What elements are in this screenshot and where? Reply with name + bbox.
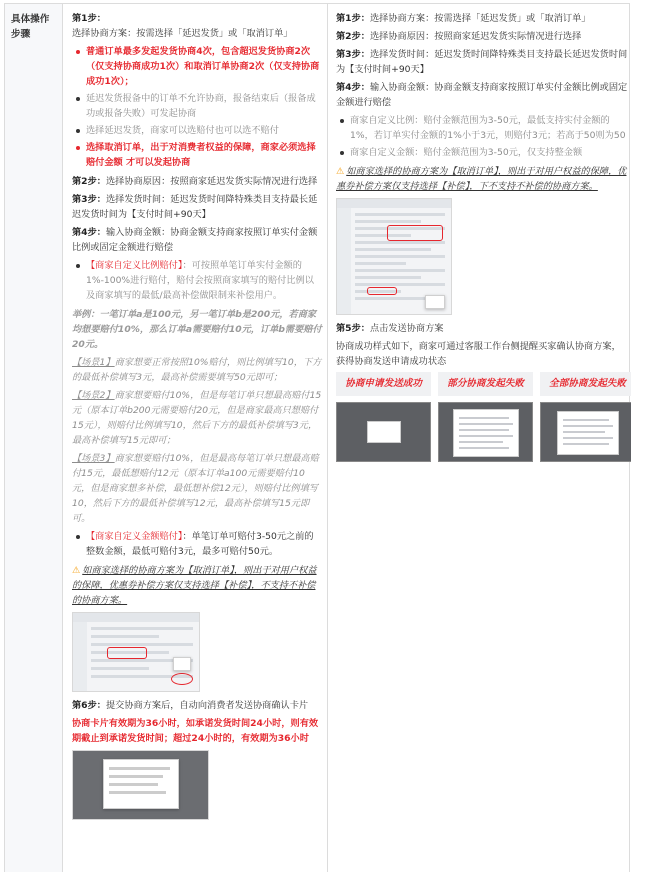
thumb-success: 协商申请发送成功 bbox=[336, 372, 431, 462]
steps-table bbox=[4, 3, 630, 872]
right-step4-list bbox=[336, 113, 628, 160]
left-amount-list bbox=[72, 529, 322, 559]
left-step4: 第4步：输入协商金额：协商金额支持商家按照订单实付金额比例或固定金额进行赔偿 bbox=[72, 227, 318, 253]
right-step2: 第2步：选择协商原因：按照商家延迟发货实际情况进行选择 bbox=[336, 31, 582, 42]
amount-form-screenshot bbox=[336, 198, 452, 315]
list-item: 选择取消订单，出于对消费者权益的保障，商家必须选择赔付金额 才可以发起协商 bbox=[72, 140, 322, 170]
scenario-3: 【场景3】商家想要赔付10%，但是最高每笔订单只想最高赔付15元，最低想赔付12元（原本订单a100元需要赔付10元，但是商家想多补偿，最低想补偿12元），则赔付比例填写10，然后下方的最低补偿填写12元，最高补偿填写15元即可。 bbox=[72, 453, 319, 524]
row-label: 具体操作步骤 bbox=[5, 4, 63, 872]
left-step4-list bbox=[72, 258, 322, 303]
right-warning: ⚠ 如商家选择的协商方案为【取消订单】，则出于对用户权益的保障，优惠券补偿方案仅支持选择【补偿】，下不支持不补偿的协商方案。 bbox=[336, 166, 627, 192]
amount-bullet: 【商家自定义金额赔付】：单笔订单可赔付3-50元之前的整数金额，最低可赔付3元，最多可赔付50元。 bbox=[72, 529, 322, 559]
list-item: 商家自定义金额：赔付金额范围为3-50元，仅支持整金额 bbox=[336, 145, 628, 160]
success-description: 协商成功样式如下，商家可通过客服工作台侧提醒买家确认协商方案，获得协商发送申请成功状态 bbox=[336, 341, 621, 367]
thumb-all-fail: 全部协商发起失败 bbox=[540, 372, 631, 462]
list-item: 选择延迟发货，商家可以选赔付也可以选不赔付 bbox=[72, 123, 322, 138]
left-step1-list bbox=[72, 44, 322, 170]
example-text: 举例：一笔订单a是100元，另一笔订单b是200元，若商家均想要赔付10%，那么订单a需要赔付10元，订单b需要赔付20元。 bbox=[72, 309, 322, 350]
warning-icon: ⚠ bbox=[72, 565, 81, 576]
list-item: 延迟发货报备中的订单不允许协商，报备结束后（报备成功或报备失败）可发起协商 bbox=[72, 91, 322, 121]
left-column bbox=[63, 4, 328, 872]
right-step3: 第3步：选择发货时间：延迟发货时间降特殊类目支持最长延迟发货时间为【支付时间+90天】 bbox=[336, 49, 628, 75]
confirmation-card-screenshot bbox=[72, 750, 209, 820]
list-item: 普通订单最多发起发货协商4次，包含超迟发货协商2次（仅支持协商成功1次）和取消订单协商2次（仅支持协商成功1次）； bbox=[72, 44, 322, 89]
left-step1: 第1步：选择协商方案：按需选择「延迟发货」或「取消订单」 bbox=[72, 13, 293, 39]
left-step2: 第2步：选择协商原因：按照商家延迟发货实际情况进行选择 bbox=[72, 176, 318, 187]
right-step1: 第1步：选择协商方案：按需选择「延迟发货」或「取消订单」 bbox=[336, 13, 591, 24]
right-column bbox=[328, 4, 631, 872]
left-step3: 第3步：选择发货时间：延迟发货时间降特殊类目支持最长延迟发货时间为【支付时间+90天】 bbox=[72, 194, 318, 220]
scenario-2: 【场景2】商家想要赔付10%，但是每笔订单只想最高赔付15元（原本订单b200元需要赔付20元，但是商家最高只想赔付15元），则赔付比例填写10，然后下方的最低补偿填写3元，最高补偿填写15元即可； bbox=[72, 390, 322, 446]
left-step6: 第6步：提交协商方案后，自动向消费者发送协商确认卡片 bbox=[72, 700, 309, 711]
ratio-bullet: 【商家自定义比例赔付】：可按照单笔订单实付金额的1%-100%进行赔付，赔付会按照商家填写的赔付比例以及商家填写的最低/最高补偿做限制来补偿用户。 bbox=[72, 258, 322, 303]
scenario-1: 【场景1】商家想要正常按照10%赔付，则比例填写10，下方的最低补偿填写3元，最高补偿需要填写50元即可； bbox=[72, 357, 322, 383]
warning-icon: ⚠ bbox=[336, 166, 345, 177]
thumb-partial-fail: 部分协商发起失败 bbox=[438, 372, 533, 462]
result-thumbnails bbox=[336, 372, 628, 462]
right-step4: 第4步：输入协商金额：协商金额支持商家按照订单实付金额比例或固定金额进行赔偿 bbox=[336, 82, 628, 108]
left-step6-note: 协商卡片有效期为36小时，如承诺发货时间24小时，则有效期截止到承诺发货时间；超过24小时的，有效期为36小时 bbox=[72, 718, 319, 744]
negotiation-form-screenshot bbox=[72, 612, 200, 692]
list-item: 商家自定义比例：赔付金额范围为3-50元，最低支持实付金额的1%，若订单实付金额的1%小于3元，则赔付3元；若高于50则为50 bbox=[336, 113, 628, 143]
right-step5: 第5步：点击发送协商方案 bbox=[336, 323, 444, 334]
left-warning: ⚠ 如商家选择的协商方案为【取消订单】，则出于对用户权益的保障，优惠券补偿方案仅支持选择【补偿】，不支持不补偿的协商方案。 bbox=[72, 565, 317, 606]
